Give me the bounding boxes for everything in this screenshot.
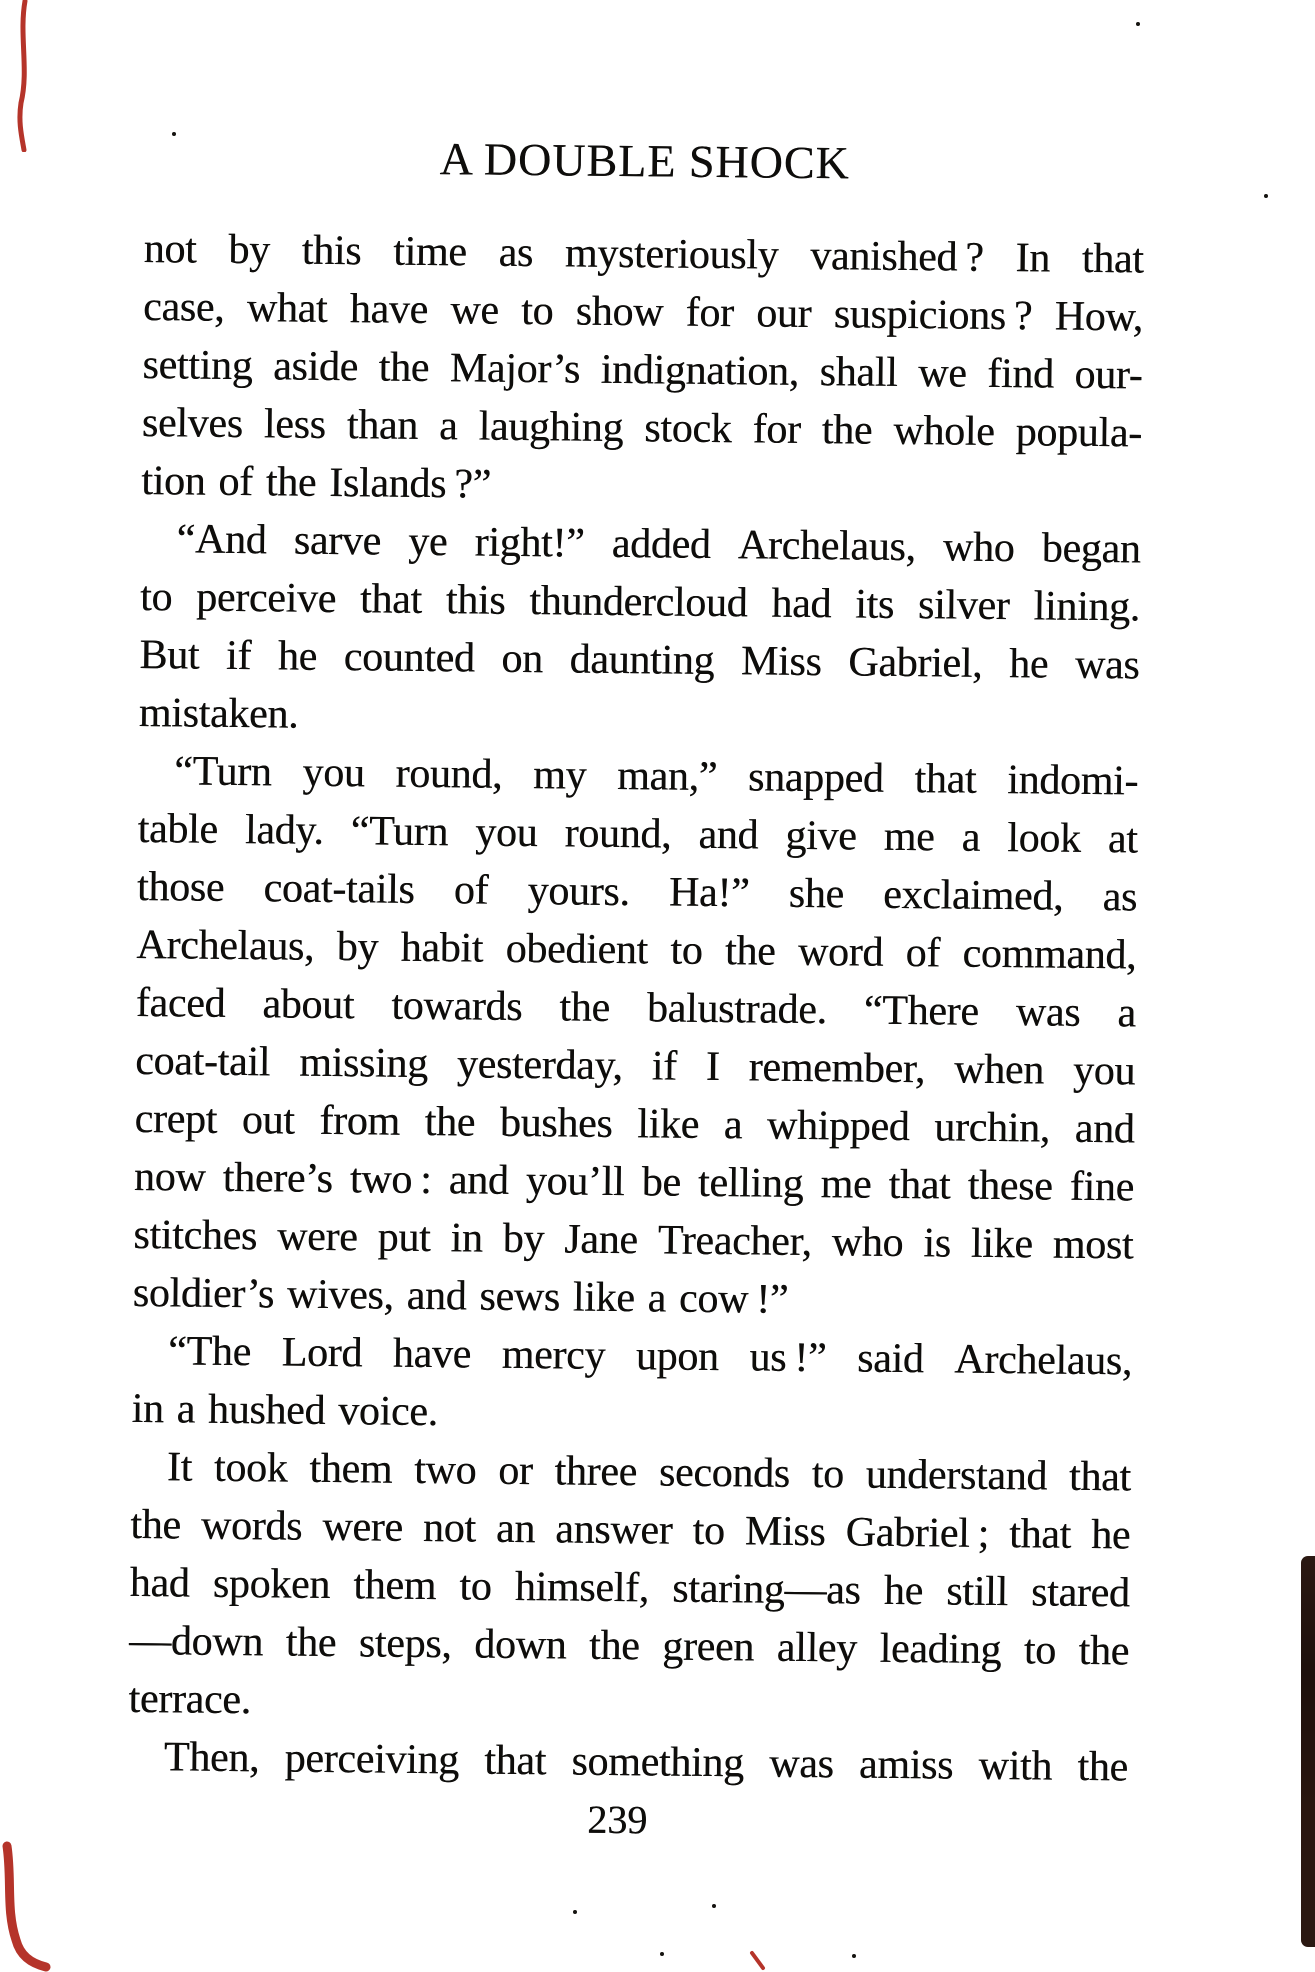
page-body	[128, 220, 1144, 1796]
text-line: not by this time as mysteriously vanished ? In that	[143, 225, 1144, 283]
page-header: A DOUBLE SHOCK	[439, 133, 851, 189]
ink-speck	[1264, 194, 1268, 198]
text-line: Archelaus, by habit obedient to the word of command,	[136, 921, 1137, 979]
text-line: mistaken.	[138, 689, 299, 738]
text-line: “The Lord have mercy upon us !” said Archelaus,	[167, 1328, 1133, 1385]
ink-speck	[660, 1952, 664, 1956]
text-line: coat-tail missing yesterday, if I remember, when you	[134, 1037, 1136, 1095]
text-line: tion of the Islands ?”	[141, 457, 492, 508]
scan-mark-bottom-left	[0, 1840, 56, 1972]
scan-mark-bottom-tick	[748, 1950, 768, 1972]
text-line: —down the steps, down the green alley leading to the	[128, 1617, 1130, 1675]
text-line: terrace.	[128, 1675, 252, 1724]
scan-strip-right-edge	[1301, 1556, 1315, 1947]
ink-speck	[852, 1954, 856, 1958]
text-line: setting aside the Major’s indignation, shall we find our-	[142, 341, 1143, 399]
text-line: It took them two or three seconds to understand that	[166, 1444, 1132, 1501]
text-line: selves less than a laughing stock for the whole popula-	[141, 399, 1143, 457]
text-line: in a hushed voice.	[131, 1385, 439, 1436]
text-line: had spoken them to himself, staring—as he still stared	[129, 1559, 1130, 1617]
scan-mark-top-left	[4, 0, 44, 152]
text-line: to perceive that this thundercloud had its silver lining.	[139, 573, 1141, 631]
text-line: now there’s two : and you’ll be telling me that these fine	[133, 1153, 1135, 1211]
page-content	[127, 128, 1145, 1854]
text-line: the words were not an answer to Miss Gabriel ; that he	[130, 1501, 1131, 1559]
text-line: crept out from the bushes like a whipped urchin, and	[134, 1095, 1135, 1153]
ink-speck	[712, 1904, 716, 1908]
text-line: soldier’s wives, and sews like a cow !”	[132, 1269, 789, 1323]
ink-speck	[172, 132, 176, 136]
page-number: 239	[587, 1796, 648, 1843]
text-line: faced about towards the balustrade. “There was a	[135, 979, 1136, 1037]
text-line: But if he counted on daunting Miss Gabriel, he was	[139, 631, 1140, 689]
text-line: Then, perceiving that something was amiss with the	[163, 1734, 1129, 1791]
text-line: “And sarve ye right!” added Archelaus, who began	[176, 516, 1141, 573]
ink-speck	[1136, 22, 1140, 26]
text-line: those coat-tails of yours. Ha!” she exclaimed, as	[136, 863, 1138, 921]
text-line: “Turn you round, my man,” snapped that indomi-	[174, 748, 1139, 805]
text-line: table lady. “Turn you round, and give me a look at	[137, 805, 1138, 863]
text-line: case, what have we to show for our suspicions ? How,	[142, 283, 1144, 341]
ink-speck	[573, 1910, 577, 1914]
text-line: stitches were put in by Jane Treacher, who is like most	[133, 1211, 1134, 1269]
